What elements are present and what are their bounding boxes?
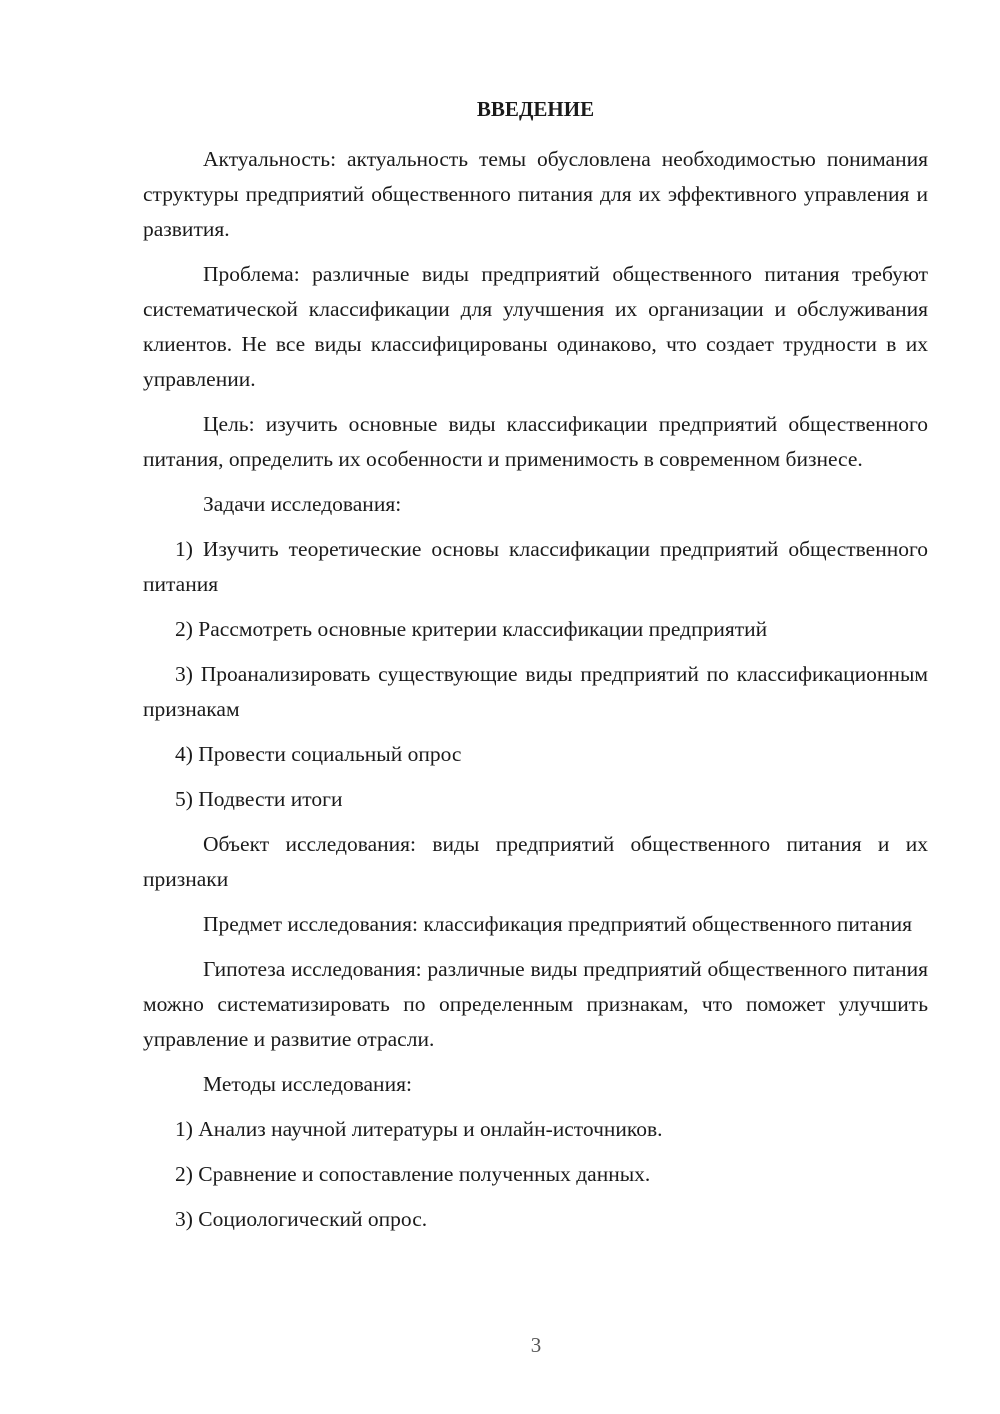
problem-paragraph: Проблема: различные виды предприятий общественного питания требуют систематической классификации для улучшения их организации и обслуживания клиентов. Не все виды классифицированы одинаково, что создает трудности в их управлении.: [143, 262, 928, 391]
task-item: 3) Проанализировать существующие виды предприятий по классификационным признакам: [143, 662, 928, 721]
subject-paragraph: Предмет исследования: классификация предприятий общественного питания: [203, 912, 913, 936]
goal-paragraph: Цель: изучить основные виды классификации предприятий общественного питания, определить их особенности и применимость в современном бизнесе.: [143, 412, 928, 471]
section-title: ВВЕДЕНИЕ: [476, 97, 595, 121]
tasks-heading: Задачи исследования:: [203, 492, 402, 516]
task-item: 5) Подвести итоги: [175, 787, 343, 811]
methods-heading: Методы исследования:: [203, 1072, 412, 1096]
document-page: [143, 92, 928, 1247]
object-paragraph: Объект исследования: виды предприятий общественного питания и их признаки: [143, 832, 928, 891]
page-number: 3: [530, 1333, 542, 1357]
hypothesis-paragraph: Гипотеза исследования: различные виды предприятий общественного питания можно систематизировать по определенным признакам, что поможет улучшить управление и развитие отрасли.: [143, 957, 928, 1051]
method-item: 1) Анализ научной литературы и онлайн-источников.: [175, 1117, 663, 1141]
method-item: 2) Сравнение и сопоставление полученных данных.: [175, 1162, 651, 1186]
relevance-paragraph: Актуальность: актуальность темы обусловлена необходимостью понимания структуры предприятий общественного питания для их эффективного управления и развития.: [143, 147, 928, 241]
method-item: 3) Социологический опрос.: [175, 1207, 428, 1231]
task-item: 2) Рассмотреть основные критерии классификации предприятий: [175, 617, 768, 641]
task-item: 4) Провести социальный опрос: [175, 742, 462, 766]
task-item: 1) Изучить теоретические основы классификации предприятий общественного питания: [143, 537, 928, 596]
